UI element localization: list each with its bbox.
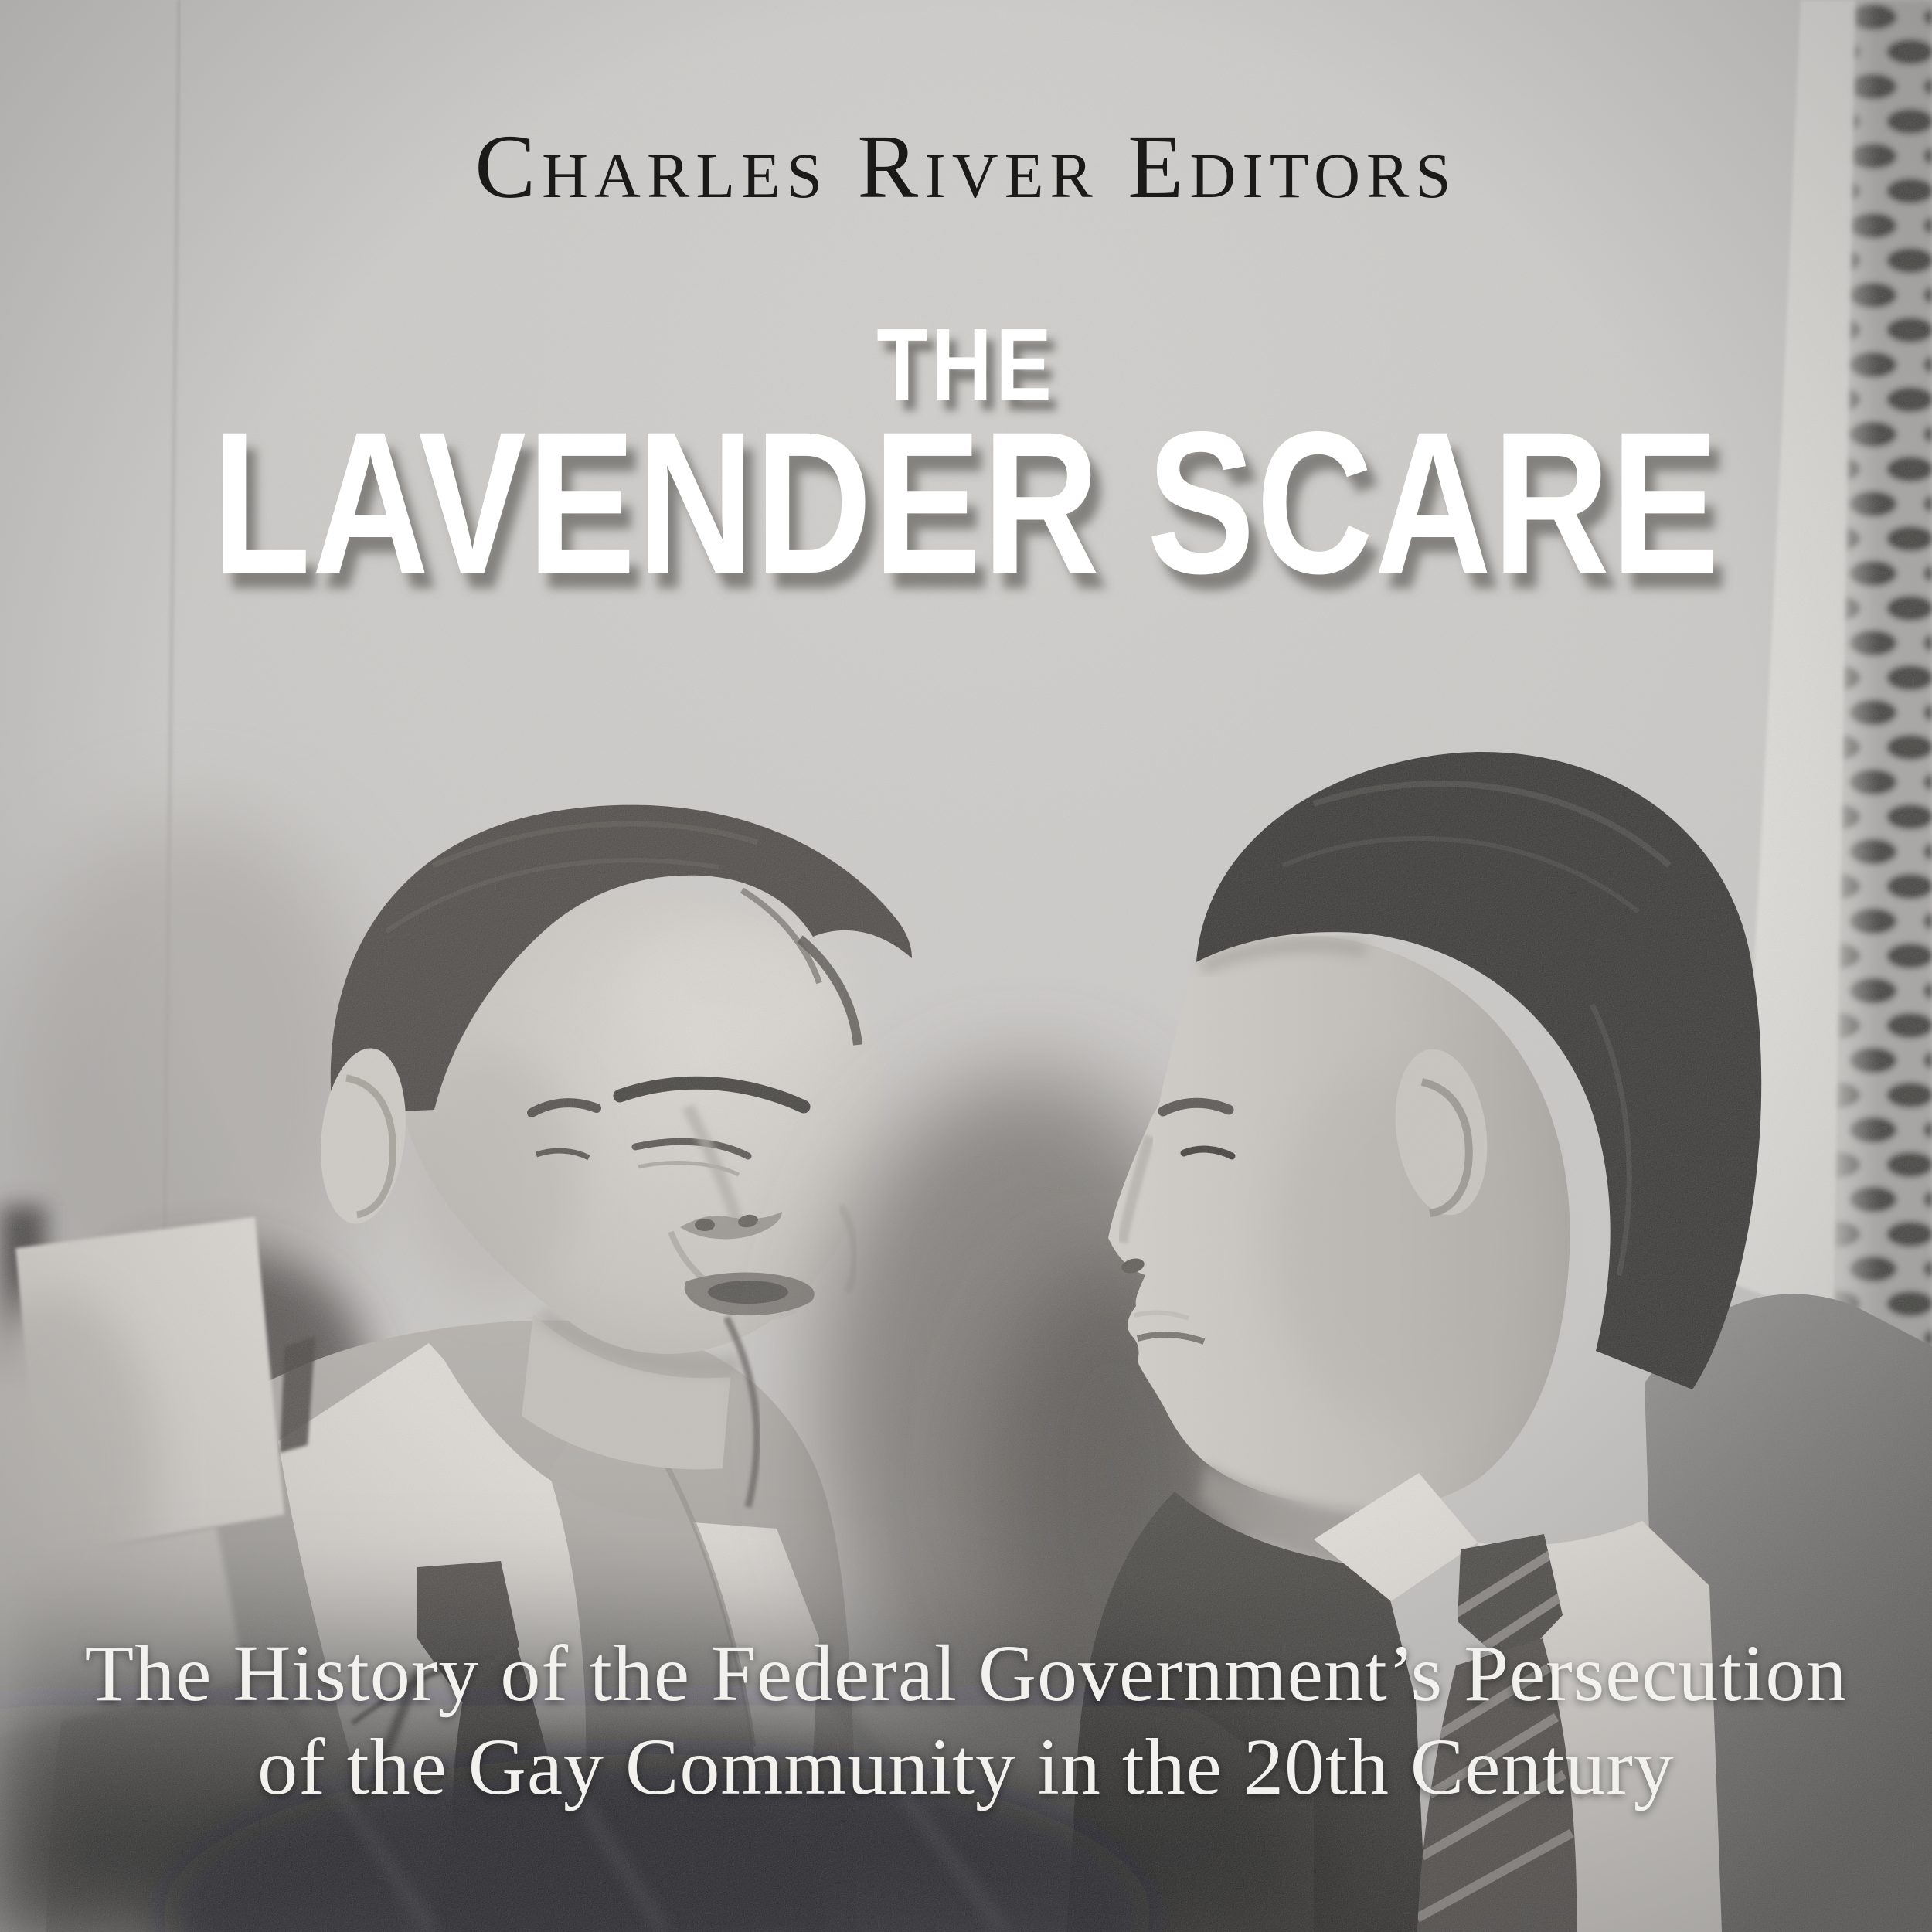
publisher-name: Charles River Editors	[474, 116, 1458, 217]
title-word-the: THE	[876, 308, 1056, 421]
subtitle	[0, 1628, 1932, 1814]
title-main: LAVENDER SCARE	[212, 389, 1720, 616]
subtitle-line-2: of the Gay Community in the 20th Century	[257, 1722, 1675, 1811]
subtitle-line-1: The History of the Federal Government’s Persecution	[84, 1629, 1848, 1718]
